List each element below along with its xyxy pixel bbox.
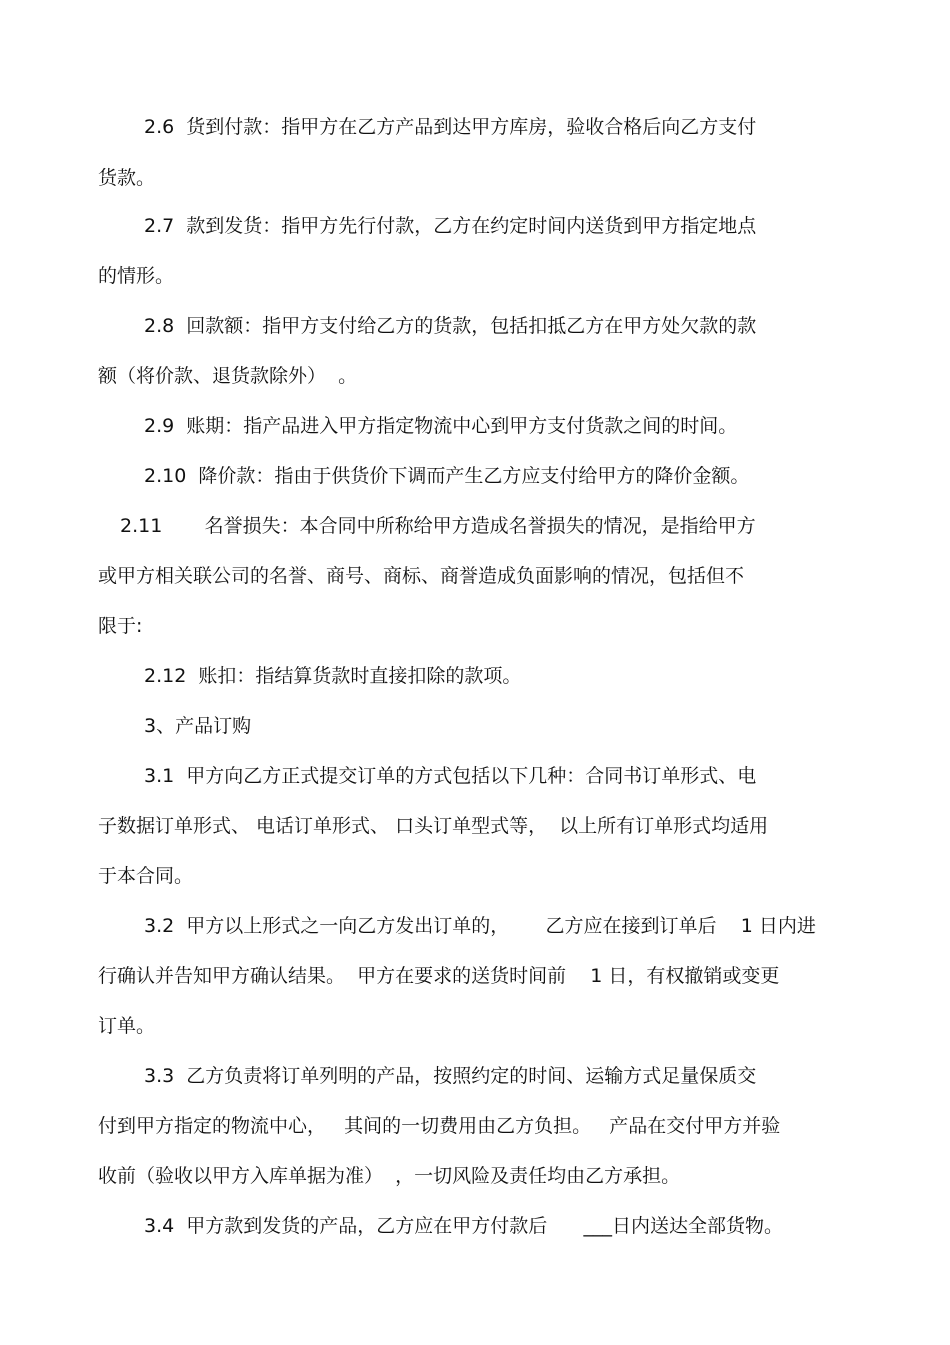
section-3-heading: 3、产品订购 — [144, 715, 252, 737]
clause-3-1-line-2: 子数据订单形式、 电话订单形式、 口头订单型式等， 以上所有订单形式均适用 — [98, 815, 769, 837]
clause-2-11-line-2: 或甲方相关联公司的名誉、商号、商标、商誉造成负面影响的情况，包括但不 — [98, 565, 745, 587]
clause-2-7-line-1: 2.7 款到发货：指甲方先行付款，乙方在约定时间内送货到甲方指定地点 — [144, 215, 757, 237]
clause-3-2-line-2: 行确认并告知甲方确认结果。 甲方在要求的送货时间前 1 日，有权撤销或变更 — [98, 965, 780, 987]
clause-2-8-line-2: 额（将价款、退货款除外） 。 — [98, 365, 358, 387]
clause-3-3-line-3: 收前（验收以甲方入库单据为准） ，一切风险及责任均由乙方承担。 — [98, 1165, 681, 1187]
clause-3-3-line-1: 3.3 乙方负责将订单列明的产品，按照约定的时间、运输方式足量保质交 — [144, 1065, 757, 1087]
clause-3-4-line-1: 3.4 甲方款到发货的产品，乙方应在甲方付款后 ___日内送达全部货物。 — [144, 1215, 784, 1237]
clause-2-11-line-3: 限于: — [98, 615, 143, 637]
clause-3-3-line-2: 付到甲方指定的物流中心， 其间的一切费用由乙方负担。 产品在交付甲方并验 — [98, 1115, 781, 1137]
clause-2-9-line-1: 2.9 账期：指产品进入甲方指定物流中心到甲方支付货款之间的时间。 — [144, 415, 738, 437]
clause-3-1-line-3: 于本合同。 — [98, 865, 194, 887]
clause-2-6-line-2: 货款。 — [98, 167, 156, 189]
clause-3-2-line-1: 3.2 甲方以上形式之一向乙方发出订单的， 乙方应在接到订单后 1 日内进 — [144, 915, 816, 937]
clause-2-7-line-2: 的情形。 — [98, 265, 175, 287]
clause-2-6-line-1: 2.6 货到付款：指甲方在乙方产品到达甲方库房，验收合格后向乙方支付 — [144, 116, 757, 138]
clause-2-11-line-1: 2.11 名誉损失：本合同中所称给甲方造成名誉损失的情况，是指给甲方 — [120, 515, 756, 537]
clause-3-2-line-3: 订单。 — [98, 1015, 156, 1037]
clause-2-12-line-1: 2.12 账扣：指结算货款时直接扣除的款项。 — [144, 665, 522, 687]
clause-2-10-line-1: 2.10 降价款：指由于供货价下调而产生乙方应支付给甲方的降价金额。 — [144, 465, 750, 487]
clause-2-8-line-1: 2.8 回款额：指甲方支付给乙方的货款，包括扣抵乙方在甲方处欠款的款 — [144, 315, 757, 337]
clause-3-1-line-1: 3.1 甲方向乙方正式提交订单的方式包括以下几种：合同书订单形式、电 — [144, 765, 757, 787]
